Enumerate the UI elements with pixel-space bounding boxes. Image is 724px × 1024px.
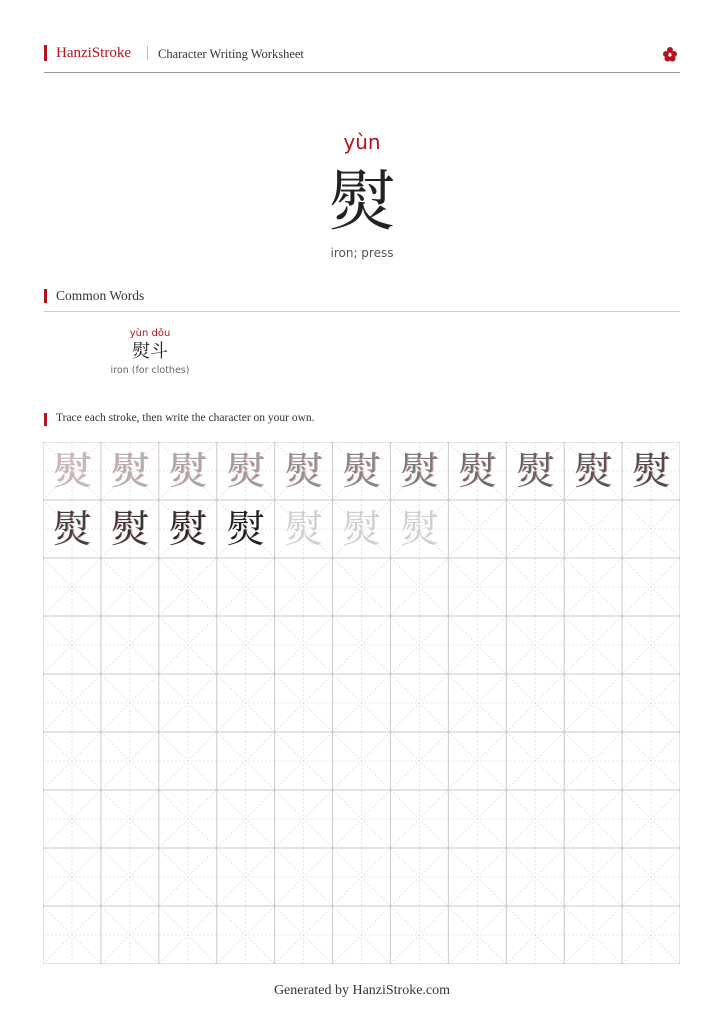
stroke-step-cell: 熨: [516, 449, 555, 493]
main-character: 熨: [329, 163, 395, 240]
header-separator: [147, 46, 148, 60]
accent-bar: [44, 45, 47, 61]
brand-name[interactable]: HanziStroke: [56, 45, 131, 61]
stroke-step-cell: 熨: [284, 449, 323, 493]
stroke-step-cell: 熨: [632, 449, 671, 493]
stroke-step-cell: 熨: [52, 507, 91, 551]
word-gloss: iron (for clothes): [110, 365, 190, 376]
header-rule: [44, 72, 680, 73]
common-words-title: [44, 288, 344, 306]
word-pinyin: yùn dǒu: [129, 328, 171, 339]
character-meaning: iron; press: [330, 246, 394, 260]
worksheet-header: [44, 44, 680, 74]
section-rule: [44, 311, 680, 312]
stroke-step-cell: 熨: [52, 449, 91, 493]
practice-grid[interactable]: [43, 442, 680, 964]
stroke-step-cell: 熨: [226, 449, 265, 493]
accent-bar: [44, 413, 47, 426]
word-hanzi: 熨斗: [132, 341, 168, 362]
stroke-step-cell: 熨: [110, 507, 149, 551]
worksheet-subtitle: Character Writing Worksheet: [158, 47, 304, 61]
stroke-step-cell: 熨: [342, 449, 381, 493]
stroke-step-cell: 熨: [226, 507, 265, 551]
trace-cell: 熨: [400, 507, 439, 551]
footer-credit: Generated by HanziStroke.com: [273, 983, 451, 998]
word-item: [100, 328, 200, 378]
stroke-step-cell: 熨: [400, 449, 439, 493]
plum-blossom-icon: [662, 46, 678, 62]
instruction-text: Trace each stroke, then write the character on your own.: [56, 412, 315, 424]
stroke-step-cell: 熨: [168, 507, 207, 551]
common-words-label: Common Words: [56, 288, 145, 303]
accent-bar: [44, 289, 47, 303]
trace-cell: 熨: [342, 507, 381, 551]
trace-cell: 熨: [284, 507, 323, 551]
stroke-step-cell: 熨: [458, 449, 497, 493]
stroke-step-cell: 熨: [168, 449, 207, 493]
stroke-step-cell: 熨: [574, 449, 613, 493]
practice-instruction: [44, 412, 544, 428]
character-pinyin: yùn: [343, 130, 381, 154]
stroke-step-cell: 熨: [110, 449, 149, 493]
